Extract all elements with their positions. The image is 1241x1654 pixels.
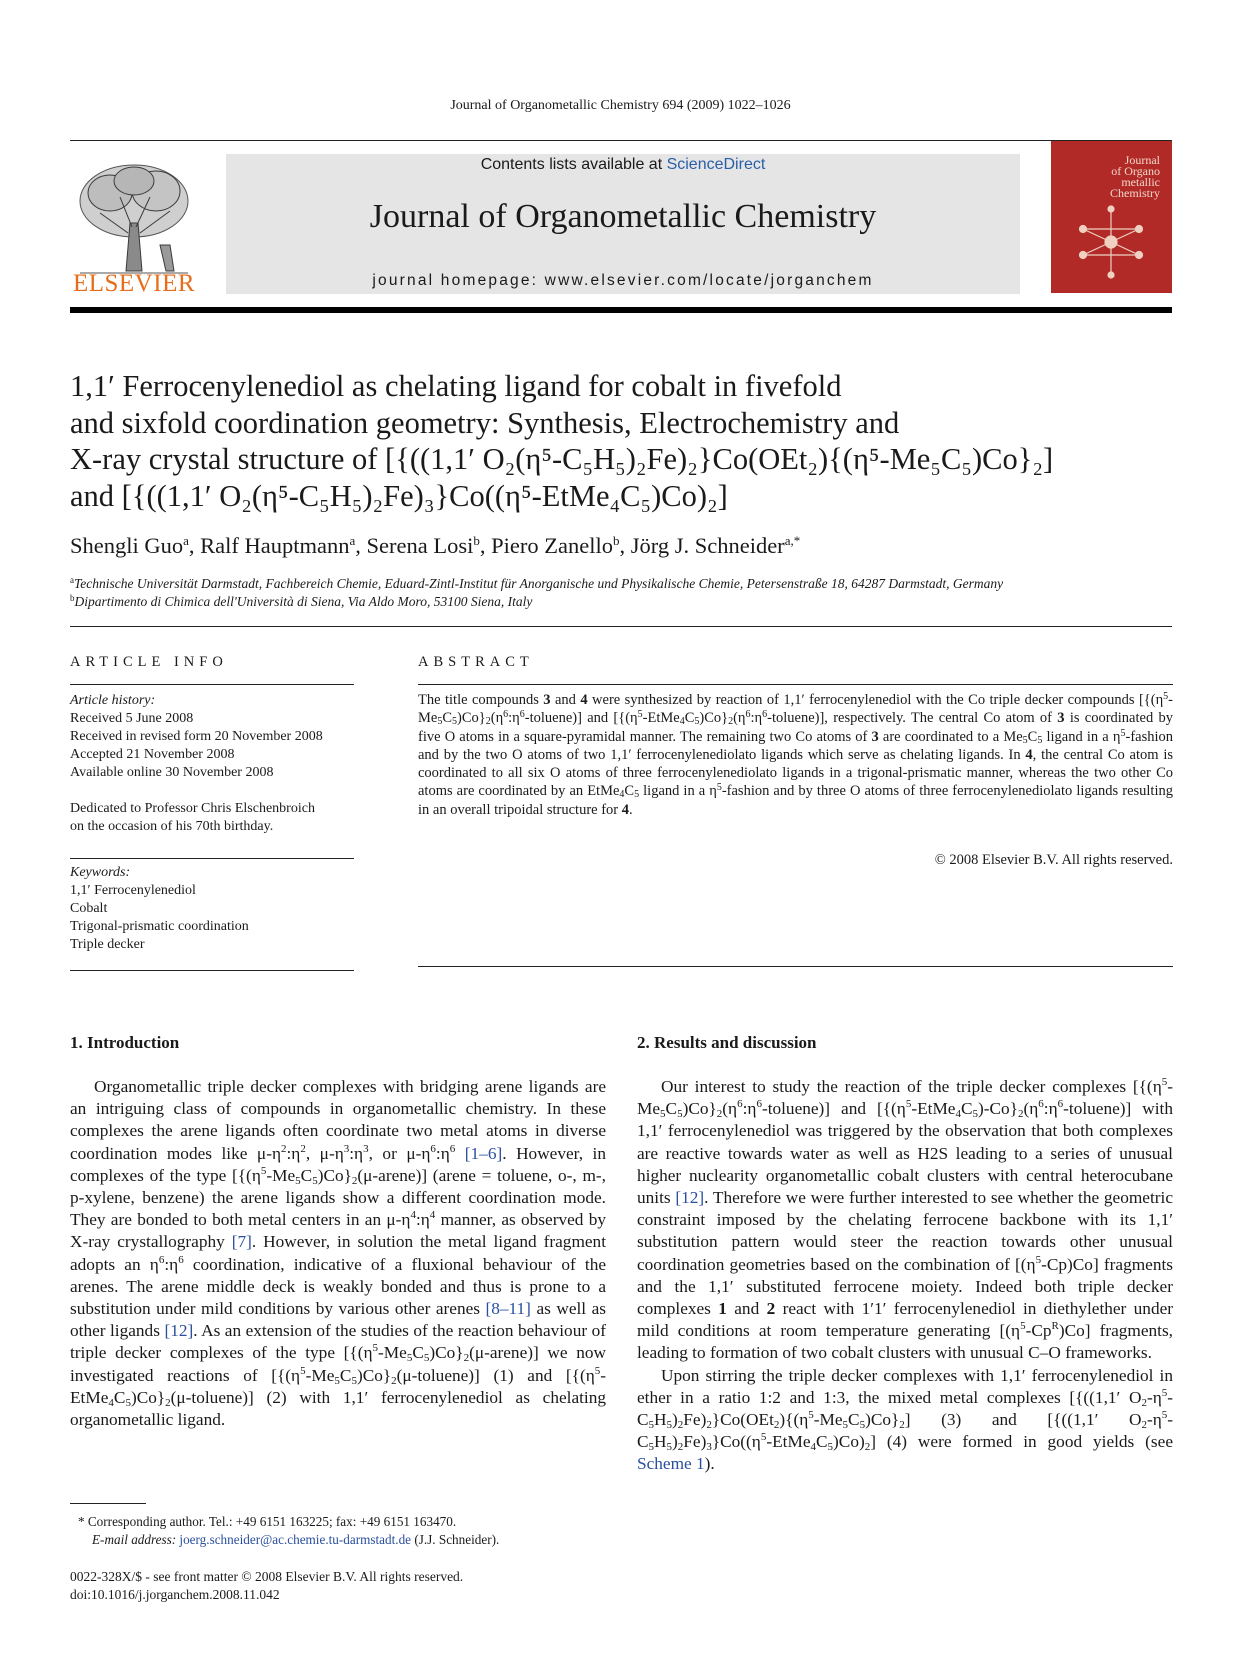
issn-doi [70, 1568, 463, 1604]
article-title [70, 368, 1170, 514]
keyword: Trigonal-prismatic coordination [70, 919, 249, 934]
footnote-rule [70, 1503, 146, 1504]
keyword: Triple decker [70, 937, 145, 952]
info-rule [70, 684, 354, 685]
introduction-body: Organometallic triple decker complexes with bridging arene ligands are an intriguing class of compounds in organometallic chemistry. In these complexes the arene ligands often coordinate two metal atoms in diverse coordination modes like $\mu-\eta^2:\eta^2$, $\mu-\eta^3:\eta^3$, or $\mu-\eta^6:\eta^6$ [1–6]. However, in complexes of the type $[\{(\eta^5-Me_5C_5)Co\}_2(\mu-arene)]$ (arene = toluene, o-, m-, p-xylene, benzene) the arene ligands show a different coordination mode. They are bonded to both metal centers in an $\mu-\eta^4:\eta^4$ manner, as observed by X-ray crystallography [7]. However, in solution the metal ligand fragment adopts an $\eta^6:\eta^6$ coordination, indicative of a fluxional behaviour of the arenes. The arene middle deck is weakly bonded and thus is prone to a substitution under mild conditions by various other arenes [8–11] as well as other ligands [12]. As an extension of the studies of the reaction behaviour of triple decker complexes of the type $[\{(\eta^5-Me_5C_5)Co\}_2(\mu-arene)]$ we now investigated reactions of $[\{(\eta^5-Me_5C_5)Co\}_2(\mu-toluene)]$ (1) and $[\{(\eta^5-EtMe_4C_5)Co\}_2(\mu-toluene)]$ (2) with 1,1′ ferrocenylenediol as chelating organometallic ligand. [70, 1077, 607, 1430]
abstract-rule [418, 684, 1173, 685]
article-history: Article history: Received 5 June 2008 Received in revised form 20 November 2008 Accepted 21 November 2008 Available online 30 November 2008 Dedicated to Professor Chris Elschenbroich on the occasion of his 70th birthday. [70, 693, 323, 834]
author-name: Piero Zanello [491, 533, 613, 558]
title-line-3: X-ray crystal structure of [{((1,1′ O₂(η⁵-C₅H₅)₂Fe)₂}Co(OEt₂){(η⁵-Me₅C₅)Co}₂] [70, 442, 1054, 476]
title-line-1: 1,1′ Ferrocenylenediol as chelating ligand for cobalt in fivefold [70, 369, 842, 403]
title-line-2: and sixfold coordination geometry: Synthesis, Electrochemistry and [70, 405, 900, 440]
journal-homepage[interactable]: journal homepage: www.elsevier.com/locate/jorganchem [372, 272, 874, 289]
journal-banner [226, 154, 1020, 294]
cover-title: Journal of Organo metallic Chemistry [1110, 153, 1160, 200]
journal-name: Journal of Organometallic Chemistry [369, 198, 877, 235]
keyword: 1,1′ Ferrocenylenediol [70, 883, 196, 898]
corresponding-author-footnote: * Corresponding author. Tel.: +49 6151 163225; fax: +49 6151 163470. E-mail address: joerg.schneider@ac.chemie.tu-darmstadt.de (J.J. Schneider). [78, 1514, 500, 1547]
journal-citation: Journal of Organometallic Chemistry 694 (2009) 1022–1026 [450, 98, 791, 113]
results-body: Our interest to study the reaction of the triple decker complexes $[\{(\eta^5-Me_5C_5)Co\}_2(\eta^6:\eta^6-toluene)]$ and $[\{(\eta^5-EtMe_4C_5)-Co\}_2(\eta^6:\eta^6-toluene)]$ with 1,1′ ferrocenylenediol was triggered by the observation that both complexes are reactive towards water as well as H2S leading to a series of unusual higher nuclearity organometallic cobalt clusters with central heterocubane units [12]. Therefore we were further interested to see whether the geometric constraint imposed by the chelating ferrocene backbone with its 1,1′ substitution pattern would steer the reaction towards other unusual coordination geometries based on the combination of $[(\eta^5-Cp)Co]$ fragments and the 1,1′ substituted ferrocene moiety. Indeed both triple decker complexes 1 and 2 react with 1′1′ ferrocenylenediol in diethylether under mild conditions at room temperature generating $[(\eta^5-Cp^R)Co]$ fragments, leading to formation of two cobalt clusters with unusual C–O frameworks. Upon stirring the triple decker complexes with 1,1′ ferrocenylenediol in ether in a ratio 1:2 and 1:3, the mixed metal complexes [{((1,1′ $O_2-\eta^5-C_5H_5)_2Fe)_2\}Co(OEt_2)\{(\eta^5-Me_5C_5)Co\}_2$] (3) and [{((1,1′ $O_2-\eta^5-C_5H_5)_2Fe)_3\}Co((\eta^5-EtMe_4C_5)Co)_2$] (4) were formed in good yields (see Scheme 1). [637, 1076, 1174, 1474]
info-bottom-rule [70, 970, 354, 971]
article-info-heading: ARTICLE INFO [70, 654, 228, 670]
keywords: Keywords: 1,1′ Ferrocenylenediol Cobalt Trigonal-prismatic coordination Triple decker [70, 865, 249, 952]
doi-line: doi:10.1016/j.jorganchem.2008.11.042 [70, 1587, 280, 1602]
keywords-rule [70, 858, 354, 859]
abstract-heading: ABSTRACT [418, 654, 534, 670]
cover-molecule-icon [1071, 201, 1151, 281]
email-link[interactable]: joerg.schneider@ac.chemie.tu-darmstadt.de [179, 1532, 412, 1547]
issn-line: 0022-328X/$ - see front matter © 2008 Elsevier B.V. All rights reserved. [70, 1569, 464, 1584]
abstract-body: The title compounds 3 and 4 were synthesized by reaction of 1,1′ ferrocenylenediol with the Co triple decker compounds $[\{(\eta^5-Me_5C_5)Co\}_2(\eta^6:\eta^6-toluene)]$ and $[\{(\eta^5-EtMe_4C_5)Co\}_2(\eta^6:\eta^6-toluene)]$, respectively. The central Co atom of 3 is coordinated by five O atoms in a square-pyramidal manner. The remaining two Co atoms of 3 are coordinated to a $Me_5C_5$ ligand in a $\eta^5$-fashion and by the two O atoms of two 1,1′ ferrocenylenediolato ligands which serve as chelating ligands. In 4, the central Co atom is coordinated to all six O atoms of three ferrocenylenediolato ligands in a trigonal-prismatic manner, whereas the two other Co atoms are coordinated by an $EtMe_4C_5$ ligand in a $\eta^5$-fashion and by three O atoms of three ferrocenylenediolato ligands resulting in an overall tripoidal structure for 4. [418, 691, 1173, 818]
info-top-rule [70, 626, 1172, 627]
affiliation-a: $^a$Technische Universität Darmstadt, Fachbereich Chemie, Eduard-Zintl-Institut für Anorganische und Physikalische Chemie, Petersenstraße 18, 64287 Darmstadt, Germany [70, 575, 1004, 591]
contents-line [226, 156, 1020, 174]
elsevier-wordmark: ELSEVIER [72, 270, 196, 297]
section-heading-results: 2. Results and discussion [637, 1033, 817, 1052]
title-line-4: and [{((1,1′ O₂(η⁵-C₅H₅)₂Fe)₃}Co((η⁵-EtMe₄C₅)Co)₂] [70, 478, 728, 513]
journal-cover-image [1051, 141, 1172, 293]
abstract-bottom-rule [418, 966, 1173, 967]
header-rule [70, 140, 1172, 141]
contents-prefix: Contents lists available at [480, 156, 667, 173]
author-name: Shengli Guo [70, 533, 184, 558]
abstract-copyright: © 2008 Elsevier B.V. All rights reserved. [934, 852, 1173, 868]
author-name: Jörg J. Schneider [630, 533, 785, 558]
affiliation-b: $^b$Dipartimento di Chimica dell'Università di Siena, Via Aldo Moro, 53100 Siena, Italy [70, 593, 533, 609]
keyword: Cobalt [70, 901, 108, 916]
author-list: Shengli Guo$^a$, Ralf Hauptmann$^a$, Serena Losi$^b$, Piero Zanello$^b$, Jörg J. Schneider$^{a,*}$ [70, 533, 801, 558]
header-thick-rule [70, 307, 1172, 313]
sciencedirect-link[interactable]: ScienceDirect [666, 156, 766, 173]
author-name: Serena Losi [366, 533, 474, 558]
author-name: Ralf Hauptmann [200, 533, 350, 558]
section-heading-introduction: 1. Introduction [70, 1033, 180, 1052]
